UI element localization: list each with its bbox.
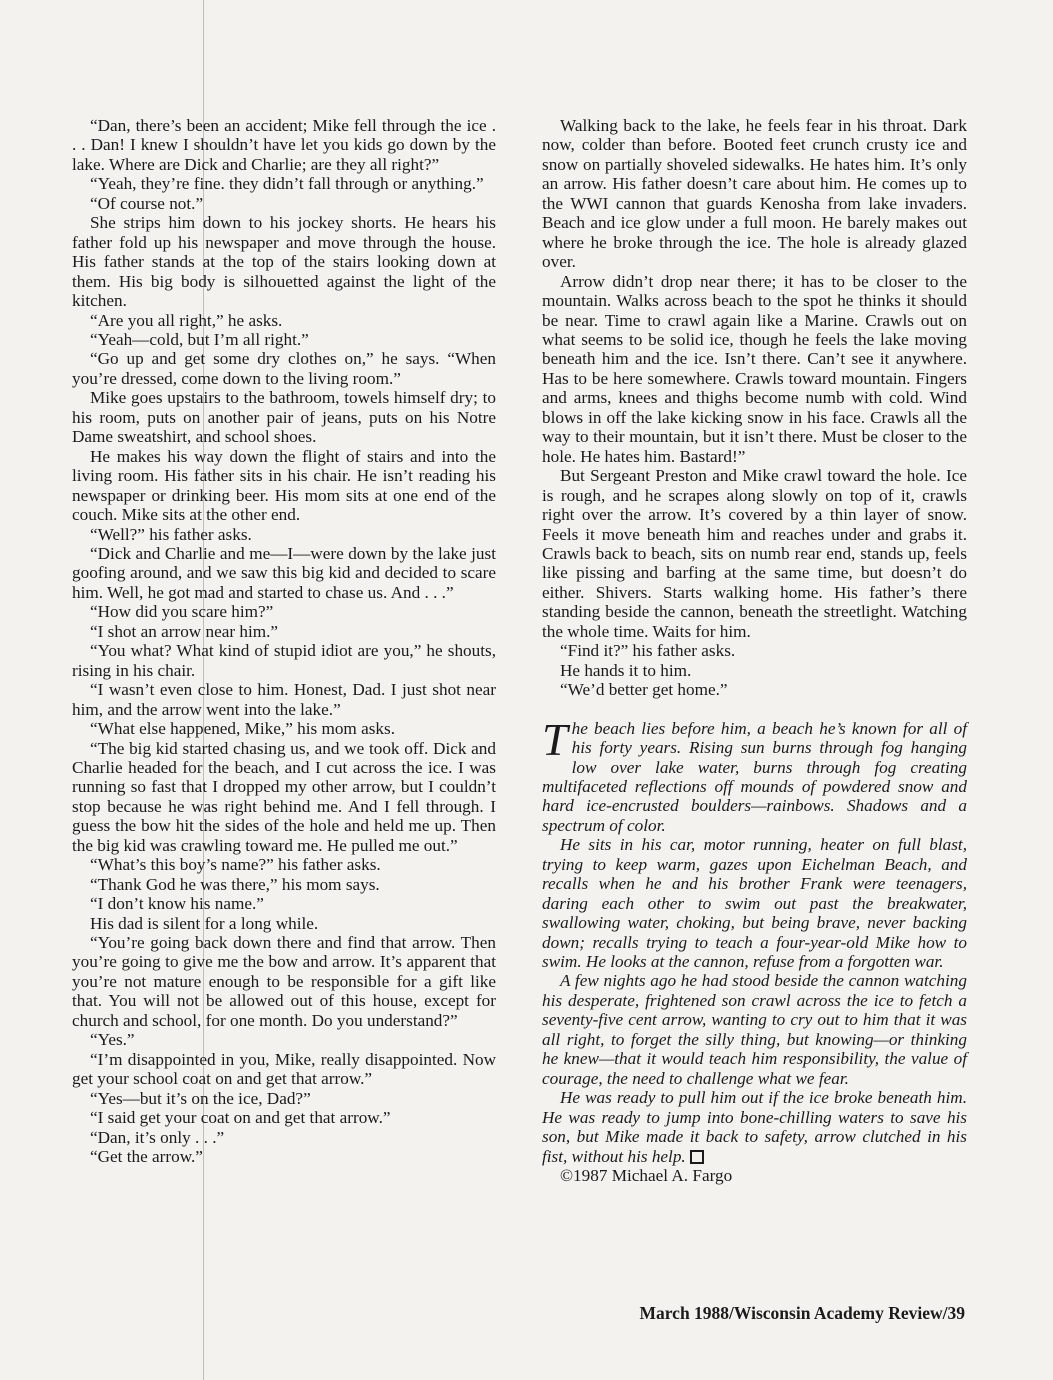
story-paragraph: “Well?” his father asks.: [90, 524, 252, 544]
story-paragraph: He hands it to him.: [560, 660, 692, 680]
story-paragraph: “Yes—but it’s on the ice, Dad?”: [90, 1088, 311, 1108]
story-paragraph: “The big kid started chasing us, and we took off. Dick and Charlie headed for the beach, and I cut across the ice. I was running so fast that I dropped my other arrow, but I couldn’t stop because he was right behind me. And I fell through. I guess the bow hit the sides of the hole and held me up. Then the big kid was crawling toward me. He pulled me out.”: [72, 738, 496, 855]
story-paragraph: “Are you all right,” he asks.: [90, 310, 283, 330]
story-paragraph: Mike goes upstairs to the bathroom, towels himself dry; to his room, puts on another pair of jeans, puts on his Notre Dame sweatshirt, and school shoes.: [72, 388, 496, 447]
left-column: [72, 116, 496, 1166]
story-paragraph: His dad is silent for a long while.: [90, 913, 319, 933]
story-paragraph: “Thank God he was there,” his mom says.: [90, 874, 380, 894]
story-paragraph: “You what? What kind of stupid idiot are you,” he shouts, rising in his chair.: [72, 641, 496, 680]
story-paragraph: “I said get your coat on and get that arrow.”: [90, 1108, 391, 1128]
epilogue-paragraph: [542, 713, 967, 836]
epilogue-text: he beach lies before him, a beach he’s known for all of his forty years. Rising sun burns through fog hanging low over lake water, burns through fog creating multifaceted reflections off mounds of powdered snow and hard ice-encrusted boulders—rainbows. Shadows and a spectrum of color.: [542, 718, 967, 835]
story-paragraph: “We’d better get home.”: [560, 680, 728, 700]
story-paragraph: “Of course not.”: [90, 193, 204, 213]
story-paragraph: “I shot an arrow near him.”: [90, 621, 279, 641]
story-paragraph: “Yeah—cold, but I’m all right.”: [90, 329, 309, 349]
story-paragraph: “I don’t know his name.”: [90, 894, 264, 914]
epilogue-paragraph: He sits in his car, motor running, heater on full blast, trying to keep warm, gazes upon Eichelman Beach, and recalls when he and his brother Frank were teenagers, daring each other to swim out past the breakwater, swallowing water, choking, but being brave, never backing down; recalls trying to teach a four-year-old Mike how to swim. He looks at the cannon, refuse from a forgotten war.: [542, 835, 967, 972]
story-paragraph: “You’re going back down there and find that arrow. Then you’re going to give me the bow and arrow. It’s apparent that you’re not mature enough to be responsible for a gift like that. You will not be allowed out of this house, except for church and school, for one month. Do you understand?”: [72, 933, 496, 1030]
epilogue-paragraph: [542, 1088, 967, 1166]
story-paragraph: “How did you scare him?”: [90, 602, 274, 622]
story-paragraph: “Yes.”: [90, 1030, 135, 1050]
story-paragraph: “Dan, it’s only . . .”: [90, 1127, 225, 1147]
page-footer: March 1988/Wisconsin Academy Review/39: [639, 1303, 965, 1323]
story-paragraph: He makes his way down the flight of stairs and into the living room. His father sits in his chair. He isn’t reading his newspaper or drinking beer. His mom sits at one end of the couch. Mike sits at the other end.: [72, 446, 496, 525]
story-paragraph: Arrow didn’t drop near there; it has to be closer to the mountain. Walks across beach to the spot he thinks it should be near. Time to crawl again like a Marine. Crawls out on what seems to be solid ice, though he feels the lake moving beneath him and the ice. Isn’t there. Can’t see it anywhere. Has to be here somewhere. Crawls toward mountain. Fingers and arms, knees and thighs become numb with cold. Wind blows in off the lake kicking snow in his face. Crawls all the way to their mountain, but it isn’t there. Must be closer to the hole. He hates him. Bastard!”: [542, 271, 967, 466]
story-paragraph: Walking back to the lake, he feels fear in his throat. Dark now, colder than before. Booted feet crunch crusty ice and snow on partially shoveled sidewalks. He hates him. It’s only an arrow. His father doesn’t care about him. He comes up to the WWI cannon that guards Kenosha from lake invaders. Beach and ice glow under a full moon. He barely makes out where he broke through the ice. The hole is already glazed over.: [542, 116, 967, 272]
story-paragraph: “I wasn’t even close to him. Honest, Dad. I just shot near him, and the arrow went into the lake.”: [72, 680, 496, 719]
story-paragraph: “What else happened, Mike,” his mom asks.: [90, 719, 395, 739]
story-paragraph: “Get the arrow.”: [90, 1147, 203, 1167]
story-paragraph: “Dan, there’s been an accident; Mike fell through the ice . . . Dan! I knew I shouldn’t have let you kids go down by the lake. Where are Dick and Charlie; are they all right?”: [72, 116, 496, 174]
story-continuation: [542, 116, 967, 700]
epilogue: [542, 713, 967, 1166]
drop-cap: T: [542, 713, 568, 765]
story-paragraph: “Dick and Charlie and me—I—were down by the lake just goofing around, and we saw this big kid and decided to scare him. Well, he got mad and started to chase us. And . . .”: [72, 543, 496, 602]
copyright: ©1987 Michael A. Fargo: [560, 1166, 733, 1186]
story-paragraph: “Find it?” his father asks.: [560, 641, 736, 661]
epilogue-text: He was ready to pull him out if the ice broke beneath him. He was ready to jump into bone-chilling waters to save his son, but Mike made it back to safety, arrow clutched in his fist, without his help.: [542, 1088, 967, 1166]
right-column: [542, 116, 967, 1185]
story-paragraph: She strips him down to his jockey shorts. He hears his father fold up his newspaper and move through the house. His father stands at the top of the stairs looking down at them. His big body is silhouetted against the light of the kitchen.: [72, 213, 496, 311]
story-paragraph: But Sergeant Preston and Mike crawl toward the hole. Ice is rough, and he scrapes along slowly on top of it, crawls right over the arrow. It’s covered by a thin layer of snow. Feels it move beneath him and reaches under and grabs it. Crawls back to beach, sits on numb rear end, stands up, feels like pissing and barfing at the same time, but doesn’t do either. Shivers. Starts walking home. His father’s there standing beside the cannon, beneath the streetlight. Watching the whole time. Waits for him.: [542, 466, 967, 641]
story-paragraph: “Go up and get some dry clothes on,” he says. “When you’re dressed, come down to the living room.”: [72, 349, 496, 388]
story-paragraph: “What’s this boy’s name?” his father asks.: [90, 855, 381, 875]
epilogue-paragraph: A few nights ago he had stood beside the cannon watching his desperate, frightened son crawl across the ice to fetch a seventy-five cent arrow, wanting to cry out to him that it was all right, to forget the silly thing, but knowing—or thinking he knew—that it would teach him responsibility, the value of courage, the need to challenge what we fear.: [542, 971, 967, 1088]
story-paragraph: “Yeah, they’re fine. they didn’t fall through or anything.”: [90, 174, 484, 194]
story-paragraph: “I’m disappointed in you, Mike, really disappointed. Now get your school coat on and get that arrow.”: [72, 1049, 496, 1089]
end-mark-icon: [690, 1150, 704, 1164]
